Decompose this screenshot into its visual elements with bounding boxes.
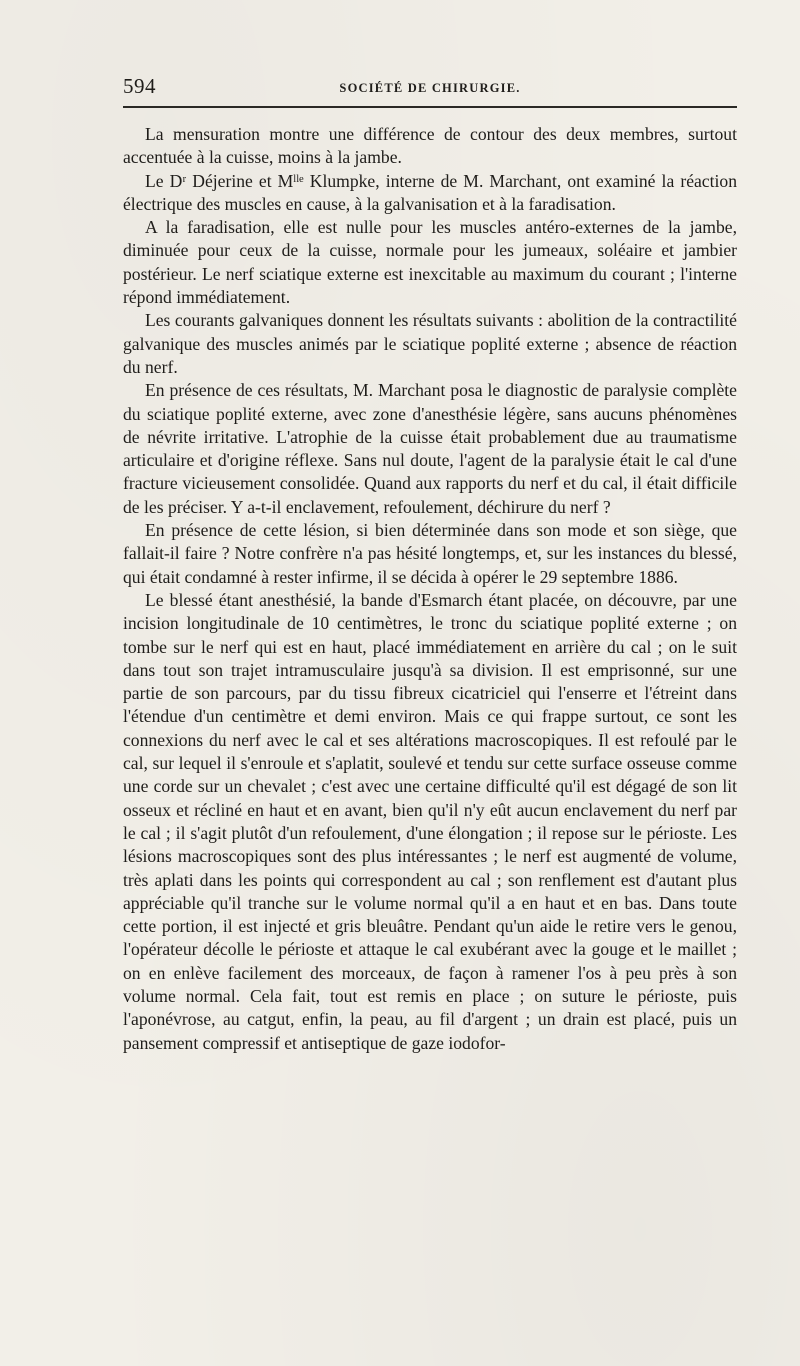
header-rule (123, 106, 737, 108)
page-number: 594 (123, 74, 156, 98)
body-text (123, 123, 737, 1055)
paragraph-electrical-exam: Le Dʳ Déjerine et Mˡˡᵉ Klumpke, interne de M. Marchant, ont examiné la réaction électrique des muscles en cause, à la galvanisation et à la faradisation. (123, 170, 737, 214)
paragraph-mensuration: La mensuration montre une différence de contour des deux membres, surtout accentuée à la cuisse, moins à la jambe. (123, 124, 737, 168)
paragraph-faradisation: A la faradisation, elle est nulle pour les muscles antéro-externes de la jambe, diminuée pour ceux de la cuisse, normale pour les jumeaux, soléaire et jambier postérieur. Le nerf sciatique externe est inexcitable au maximum du courant ; l'interne répond immédiatement. (123, 217, 737, 308)
running-title: SOCIÉTÉ DE CHIRURGIE. (339, 81, 521, 95)
paragraph-operation: Le blessé étant anesthésié, la bande d'Esmarch étant placée, on découvre, par une incision longitudinale de 10 centimètres, le tronc du sciatique poplité externe ; on tombe sur le nerf qui est en haut, placé immédiatement en arrière du cal ; on le suit dans tout son trajet intramusculaire jusqu'à sa division. Il est emprisonné, sur une partie de son parcours, par du tissu fibreux cicatriciel qui l'enserre et l'étreint dans l'étendue d'un centimètre et demi environ. Mais ce qui frappe surtout, ce sont les connexions du nerf avec le cal et ses altérations macroscopiques. Il est refoulé par le cal, sur lequel il s'enroule et s'aplatit, soulevé et tendu sur cette surface osseuse comme une corde sur un chevalet ; c'est avec une certaine difficulté qu'il est dégagé de son lit osseux et récliné en haut et en avant, bien qu'il n'y eût aucun enclavement du nerf par le cal ; il s'agit plutôt d'un refoulement, d'une élongation ; il repose sur le périoste. Les lésions macroscopiques sont des plus intéressantes ; le nerf est augmenté de volume, très aplati dans les points qui correspondent au cal ; son renflement est d'autant plus appréciable qu'il tranche sur le volume normal qu'il a en haut et en bas. Dans toute cette portion, il est injecté et gris bleuâtre. Pendant qu'un aide le retire vers le genou, l'opérateur décolle le périoste et attaque le cal exubérant avec la gouge et le maillet ; on en enlève facilement des morceaux, de façon à ramener l'os à peu près à son volume normal. Cela fait, tout est remis en place ; on suture le périoste, puis l'aponévrose, au catgut, enfin, la peau, au fil d'argent ; un drain est placé, puis un pansement compressif et antiseptique de gaze iodofor- (123, 589, 737, 1053)
paragraph-diagnosis: En présence de ces résultats, M. Marchant posa le diagnostic de paralysie complète du sciatique poplité externe, avec zone d'anesthésie légère, sans aucuns phénomènes de névrite irritative. L'atrophie de la cuisse était probablement due au traumatisme articulaire et d'origine réflexe. Sans nul doute, l'agent de la paralysie était le cal d'une fracture vicieusement consolidée. Quand aux rapports du nerf et du cal, il était difficile de les préciser. Y a-t-il enclavement, refoulement, déchirure du nerf ? (123, 380, 737, 517)
page-header (123, 74, 737, 102)
paragraph-galvanic-currents: Les courants galvaniques donnent les résultats suivants : abolition de la contractilité galvanique des muscles animés par le sciatique poplité externe ; absence de réaction du nerf. (123, 310, 737, 377)
paragraph-decision: En présence de cette lésion, si bien déterminée dans son mode et son siège, que fallait-il faire ? Notre confrère n'a pas hésité longtemps, et, sur les instances du blessé, qui était condamné à rester infirme, il se décida à opérer le 29 septembre 1886. (123, 520, 737, 587)
